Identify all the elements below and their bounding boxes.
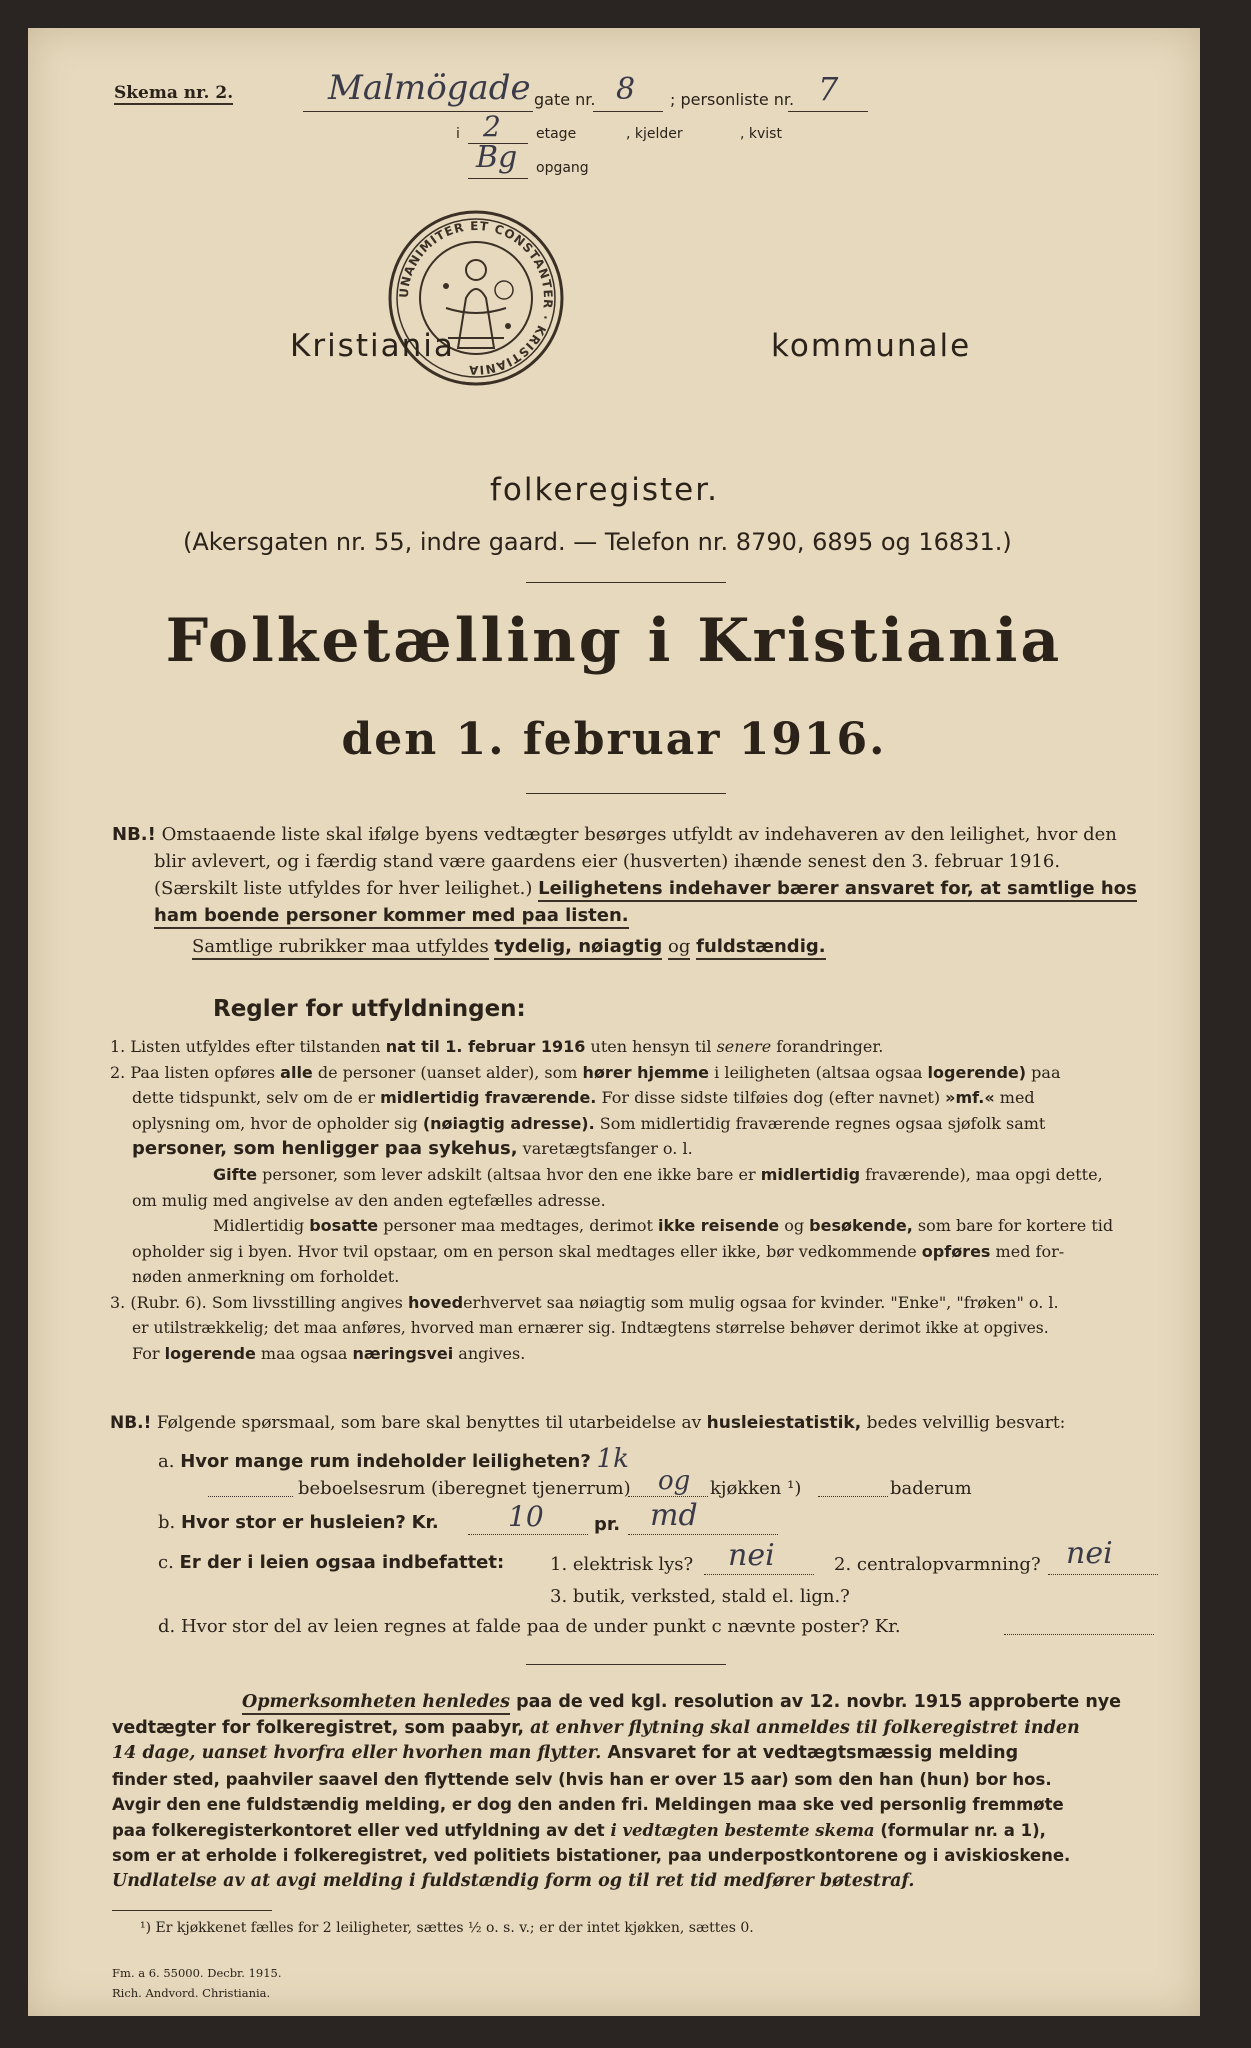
- nb1-line5d: fuldstændig.: [696, 936, 825, 960]
- rule2-l6: om mulig med angivelse av den anden egtefælles adresse.: [132, 1190, 606, 1210]
- opgang-handwritten: Bg: [476, 140, 518, 175]
- rule2-l5-b: personer, som lever adskilt (altsaa hvor den ene ikke bare er: [262, 1164, 756, 1184]
- question-a-label: a.: [158, 1451, 175, 1472]
- personliste-underline: [788, 111, 868, 112]
- rule2-l1-e: i leiligheten (altsaa ogsaa: [714, 1062, 923, 1082]
- notice-l4: finder sted, paahviler saavel den flyttende selv (hvis han er over 15 aar) som den han (hun) bor hos.: [112, 1769, 1052, 1789]
- rules-heading: Regler for utfyldningen:: [213, 996, 526, 1022]
- etage-handwritten: 2: [483, 110, 501, 143]
- notice-l7: som er at erholde i folkeregistret, ved politiets bistationer, paa underpostkontorene og i aviskioskene.: [112, 1846, 1071, 1865]
- question-b-label: b.: [158, 1512, 176, 1533]
- rule2-l8-c: med for-: [995, 1241, 1065, 1261]
- rule2-l1-g: paa: [1031, 1062, 1061, 1082]
- office-address: (Akersgaten nr. 55, indre gaard. — Telefon nr. 8790, 6895 og 16831.): [183, 528, 1012, 556]
- nb2-intro: [110, 1413, 1065, 1433]
- rule2-l2-e: med: [999, 1088, 1035, 1108]
- beboelsesrum-blank: [208, 1496, 293, 1497]
- notice-l5: Avgir den ene fuldstændig melding, er dog den anden fri. Meldingen maa ske ved personlig fremmøte: [112, 1795, 1064, 1814]
- rule2-l3-a: oplysning om, hvor de opholder sig: [132, 1113, 418, 1133]
- nb2-intro-b: husleiestatistik,: [706, 1413, 862, 1433]
- rule2-l2-a: dette tidspunkt, selv om de er: [132, 1088, 375, 1108]
- gate-label: gate nr.: [534, 90, 596, 109]
- rule2-l2-c: For disse sidste tilføies dog (efter navnet): [601, 1088, 941, 1108]
- rent-period-blank: [628, 1534, 778, 1535]
- divider-3: [526, 1664, 726, 1665]
- personliste-label: ; personliste nr.: [670, 90, 795, 109]
- question-c1: 1. elektrisk lys?: [550, 1554, 694, 1575]
- question-a: [158, 1444, 629, 1474]
- divider-1: [526, 582, 726, 583]
- rule3-l3-d: næringsvei: [352, 1344, 454, 1364]
- rent-amount-blank: [468, 1534, 588, 1535]
- etage-label: etage: [536, 126, 577, 142]
- printer-imprint-1: Fm. a 6. 55000. Decbr. 1915.: [112, 1966, 282, 1980]
- rule3-l3-c: maa ogsaa: [260, 1344, 348, 1364]
- kjelder-label: , kjelder: [626, 126, 683, 142]
- kristiania-word: Kristiania: [290, 328, 455, 364]
- nb2-intro-a: Følgende spørsmaal, som bare skal benyttes til utarbeidelse av: [156, 1413, 702, 1433]
- opgang-label: opgang: [536, 160, 589, 176]
- rule3-l1-a: (Rubr. 6). Som livsstilling angives: [130, 1292, 403, 1312]
- rule2-l7-f: besøkende,: [809, 1216, 913, 1236]
- gate-number-handwritten: 8: [616, 72, 636, 107]
- rule2-l1-c: de personer (uanset alder), som: [317, 1062, 578, 1082]
- question-c: [158, 1552, 504, 1573]
- main-title: Folketælling i Kristiania: [165, 606, 1063, 676]
- question-c3: 3. butik, verksted, stald el. lign.?: [550, 1586, 850, 1607]
- notice-l6-a: paa folkeregisterkontoret eller ved utfyldning av det: [112, 1820, 605, 1840]
- question-c-text: Er der i leien ogsaa indbefattet:: [179, 1552, 505, 1573]
- rule3-l3-a: For: [132, 1344, 160, 1364]
- rule2-l1-b: alle: [280, 1062, 313, 1082]
- skema-label: Skema nr. 2.: [114, 83, 234, 103]
- rule2-number: 2.: [110, 1062, 126, 1082]
- notice-block: [112, 1690, 1182, 1894]
- kjokken-label: kjøkken ¹): [710, 1478, 802, 1499]
- question-d-text: Hvor stor del av leien regnes at falde paa de under punkt c nævnte poster?: [180, 1616, 870, 1637]
- rent-amount-handwritten: 10: [508, 1500, 544, 1533]
- heating-blank: [1048, 1574, 1158, 1575]
- notice-l2-b: at enhver flytning skal anmeldes til folkeregistret inden: [530, 1717, 1080, 1738]
- question-a-text: Hvor mange rum indeholder leiligheten?: [180, 1451, 591, 1472]
- rule2-l7-d: ikke reisende: [658, 1216, 780, 1236]
- notice-l8: Undlatelse av at avgi melding i fuldstændig form og til ret tid medfører bøtestraf.: [112, 1870, 915, 1891]
- question-b-text: Hvor stor er husleien?: [180, 1512, 406, 1533]
- question-c-label: c.: [158, 1552, 174, 1573]
- i-label: i: [456, 126, 460, 142]
- rule2-l2-d: »mf.«: [945, 1088, 995, 1108]
- question-d-kr: Kr.: [874, 1616, 901, 1637]
- nb1-line1: Omstaaende liste skal ifølge byens vedtægter besørges utfyldt av indehaveren av den leilighet, hvor den: [161, 824, 1117, 845]
- nb1-line4: ham boende personer kommer med paa listen.: [154, 905, 629, 929]
- rule1-number: 1.: [110, 1037, 126, 1056]
- nb2-intro-c: bedes velvillig besvart:: [866, 1413, 1066, 1433]
- question-d-label: d.: [158, 1616, 176, 1637]
- rule2-l3-c: Som midlertidig fraværende regnes ogsaa sjøfolk samt: [599, 1113, 1046, 1133]
- baderum-label: baderum: [890, 1478, 972, 1499]
- nb1-line5a: Samtlige rubrikker maa utfyldes: [192, 936, 489, 960]
- rule1-text-b: nat til 1. februar 1916: [385, 1037, 586, 1056]
- rules-block: [110, 1034, 1180, 1367]
- question-b-kr: Kr.: [411, 1512, 439, 1533]
- notice-l1-a: Opmerksomheten henledes: [242, 1692, 510, 1715]
- nb2-label: NB.!: [110, 1413, 152, 1433]
- notice-l3-a: 14 dage, uanset hvorfra eller hvorhen man flytter.: [112, 1743, 602, 1763]
- divider-2: [526, 793, 726, 794]
- notice-l6-b: i vedtægten bestemte skema: [610, 1820, 875, 1840]
- rule2-l8-b: opføres: [921, 1241, 991, 1261]
- rule2-l9: nøden anmerkning om forholdet.: [132, 1267, 400, 1287]
- opgang-underline: [468, 178, 528, 179]
- rule3-l3-b: logerende: [164, 1344, 256, 1364]
- rule2-l4-a: personer, som henligger paa sykehus,: [132, 1138, 518, 1160]
- footnote-divider: [112, 1910, 272, 1911]
- printer-imprint-2: Rich. Andvord. Christiania.: [112, 1986, 271, 2000]
- heating-answer-handwritten: nei: [1066, 1536, 1113, 1571]
- rule2-l7-a: Midlertidig: [213, 1216, 305, 1236]
- question-b-pr: pr.: [594, 1514, 621, 1535]
- question-b: [158, 1512, 439, 1533]
- nb1-line2: blir avlevert, og i færdig stand være gaardens eier (husverten) ihænde senest den 3. februar 1916.: [154, 851, 1061, 872]
- rent-period-handwritten: md: [650, 1498, 698, 1533]
- notice-l6-c: (formular nr. a 1),: [880, 1820, 1046, 1840]
- street-name-handwritten: Malmögade: [328, 68, 531, 108]
- rule2-l7-e: og: [784, 1216, 805, 1236]
- nb1-label: NB.!: [112, 824, 156, 845]
- question-d: [158, 1616, 901, 1637]
- nb1-line5b: tydelig, nøiagtig: [494, 936, 662, 960]
- nb1-line3a: (Særskilt liste utfyldes for hver leilighet.): [154, 878, 533, 899]
- question-a-answer: 1k: [596, 1444, 629, 1474]
- rule1-text-e: forandringer.: [776, 1037, 884, 1056]
- rule2-l4-b: varetægtsfanger o. l.: [522, 1139, 693, 1159]
- rule3-number: 3.: [110, 1292, 126, 1312]
- personliste-number-handwritten: 7: [818, 70, 839, 108]
- nb1-line5c: og: [668, 936, 690, 960]
- rule2-l7-b: bosatte: [309, 1216, 379, 1236]
- question-a2-answer: og: [658, 1466, 691, 1496]
- rule2-l5-c: midlertidig: [760, 1164, 861, 1184]
- electric-blank: [704, 1574, 814, 1575]
- notice-l1-b: paa de ved kgl. resolution av 12. novbr. 1915 approberte nye: [516, 1692, 1122, 1712]
- electric-answer-handwritten: nei: [728, 1538, 775, 1573]
- svg-text:UNANIMITER ET CONSTANTER · KRI: UNANIMITER ET CONSTANTER · KRISTIANIA: [396, 218, 556, 378]
- folkeregister-word: folkeregister.: [490, 472, 719, 508]
- notice-l3-b: Ansvaret for at vedtægtsmæssig melding: [607, 1743, 1019, 1763]
- rule2-l5-d: fraværende), maa opgi dette,: [865, 1164, 1103, 1184]
- rule2-l2-b: midlertidig fraværende.: [380, 1088, 597, 1108]
- question-a2: beboelsesrum (iberegnet tjenerrum): [298, 1478, 631, 1499]
- census-form: [28, 28, 1200, 2016]
- rule3-l1-b: hoved: [407, 1292, 464, 1312]
- rule3-l2: er utilstrækkelig; det maa anføres, hvorved man ernærer sig. Indtægtens størrelse behøver derimot ikke at opgives.: [132, 1318, 1049, 1337]
- baderum-blank: [818, 1496, 888, 1497]
- rule1-text-a: Listen utfyldes efter tilstanden: [130, 1037, 381, 1056]
- rule2-l5-a: Gifte: [213, 1164, 258, 1184]
- rule2-l3-b: (nøiagtig adresse).: [422, 1113, 595, 1133]
- rule3-l1-c: erhvervet saa nøiagtig som mulig ogsaa for kvinder. "Enke", "frøken" o. l.: [463, 1292, 1059, 1312]
- rule2-l1-d: hører hjemme: [582, 1062, 710, 1082]
- question-c2: 2. centralopvarmning?: [834, 1554, 1041, 1575]
- nb1-block: [112, 821, 1172, 960]
- kvist-label: , kvist: [740, 126, 782, 142]
- rule2-l8-a: opholder sig i byen. Hvor tvil opstaar, om en person skal medtages eller ikke, bør vedkommende: [132, 1241, 917, 1261]
- gate-underline: [593, 111, 663, 112]
- question-d-blank: [1004, 1634, 1154, 1635]
- footnote: ¹) Er kjøkkenet fælles for 2 leiligheter, sættes ½ o. s. v.; er der intet kjøkken, sættes 0.: [140, 1920, 754, 1936]
- rule3-l3-e: angives.: [458, 1344, 526, 1364]
- rule2-l1-f: logerende): [927, 1062, 1027, 1082]
- notice-l2-a: vedtægter for folkeregistret, som paabyr,: [112, 1717, 524, 1738]
- kjokken-blank: [628, 1496, 708, 1497]
- nb1-line3b: Leilighetens indehaver bærer ansvaret for, at samtlige hos: [538, 878, 1137, 902]
- rule2-l7-g: som bare for kortere tid: [917, 1216, 1114, 1236]
- rule1-text-c: uten hensyn til: [590, 1037, 712, 1056]
- kommunale-word: kommunale: [771, 328, 972, 364]
- rule2-l1-a: Paa listen opføres: [130, 1062, 276, 1082]
- date-title: den 1. februar 1916.: [341, 714, 887, 765]
- rule2-l7-c: personer maa medtages, derimot: [383, 1216, 653, 1236]
- rule1-text-d: senere: [716, 1037, 772, 1056]
